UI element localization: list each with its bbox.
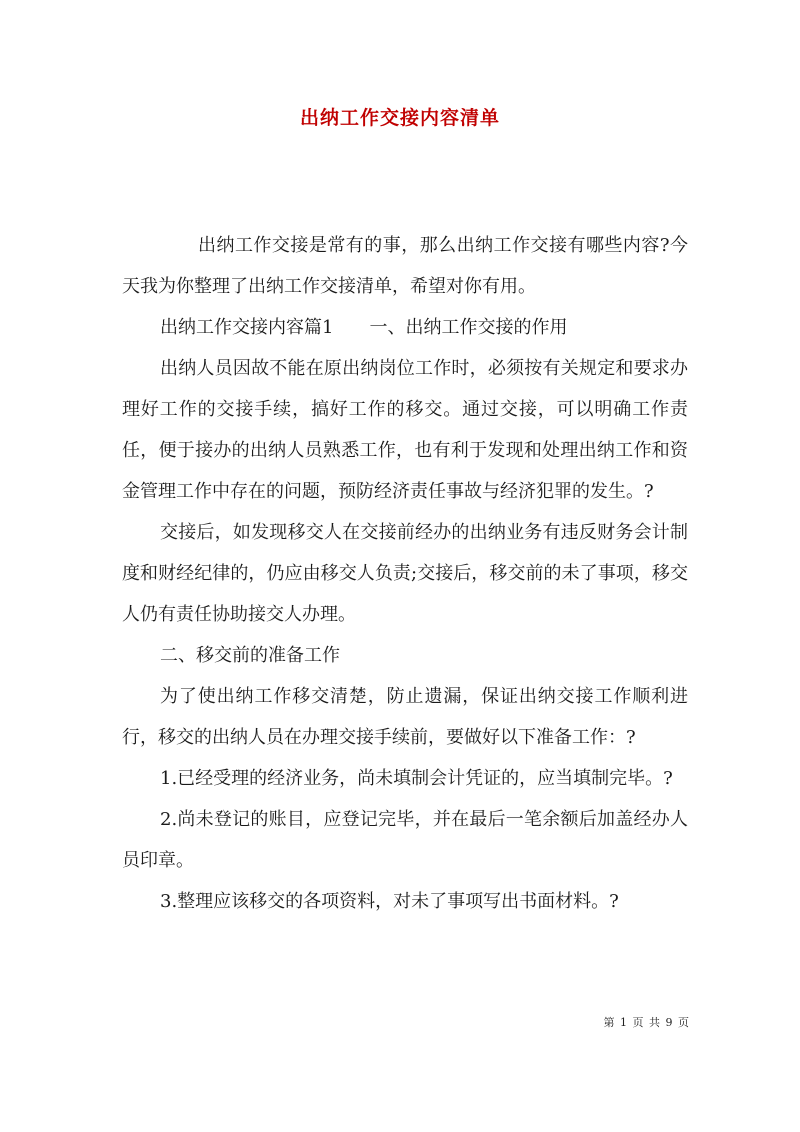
section-heading-1: 出纳工作交接内容篇1 一、出纳工作交接的作用 bbox=[160, 317, 568, 338]
section-heading-2: 二、移交前的准备工作 bbox=[160, 645, 340, 666]
list-item: 3.整理应该移交的各项资料，对未了事项写出书面材料。? bbox=[160, 891, 619, 912]
list-item: 2.尚未登记的账目，应登记完毕，并在最后一笔余额后加盖经办人员印章。 bbox=[122, 809, 688, 871]
paragraph-intro: 出纳工作交接是常有的事，那么出纳工作交接有哪些内容?今天我为你整理了出纳工作交接清单，希望对你有用。 bbox=[122, 235, 688, 297]
list-item: 1.已经受理的经济业务，尚未填制会计凭证的，应当填制完毕。? bbox=[160, 768, 673, 789]
paragraph: 交接后，如发现移交人在交接前经办的出纳业务有违反财务会计制度和财经纪律的，仍应由移交人负责;交接后，移交前的未了事项，移交人仍有责任协助接交人办理。 bbox=[122, 522, 688, 625]
document-title: 出纳工作交接内容清单 bbox=[299, 107, 500, 129]
document-body bbox=[122, 225, 688, 922]
page-number: 第 1 页 共 9 页 bbox=[603, 1016, 690, 1029]
paragraph: 出纳人员因故不能在原出纳岗位工作时，必须按有关规定和要求办理好工作的交接手续，搞好工作的移交。通过交接，可以明确工作责任，便于接办的出纳人员熟悉工作，也有利于发现和处理出纳工作和资金管理工作中存在的问题，预防经济责任事故与经济犯罪的发生。? bbox=[122, 358, 688, 502]
paragraph: 为了使出纳工作移交清楚，防止遗漏，保证出纳交接工作顺利进行，移交的出纳人员在办理交接手续前，要做好以下准备工作：? bbox=[122, 686, 688, 748]
